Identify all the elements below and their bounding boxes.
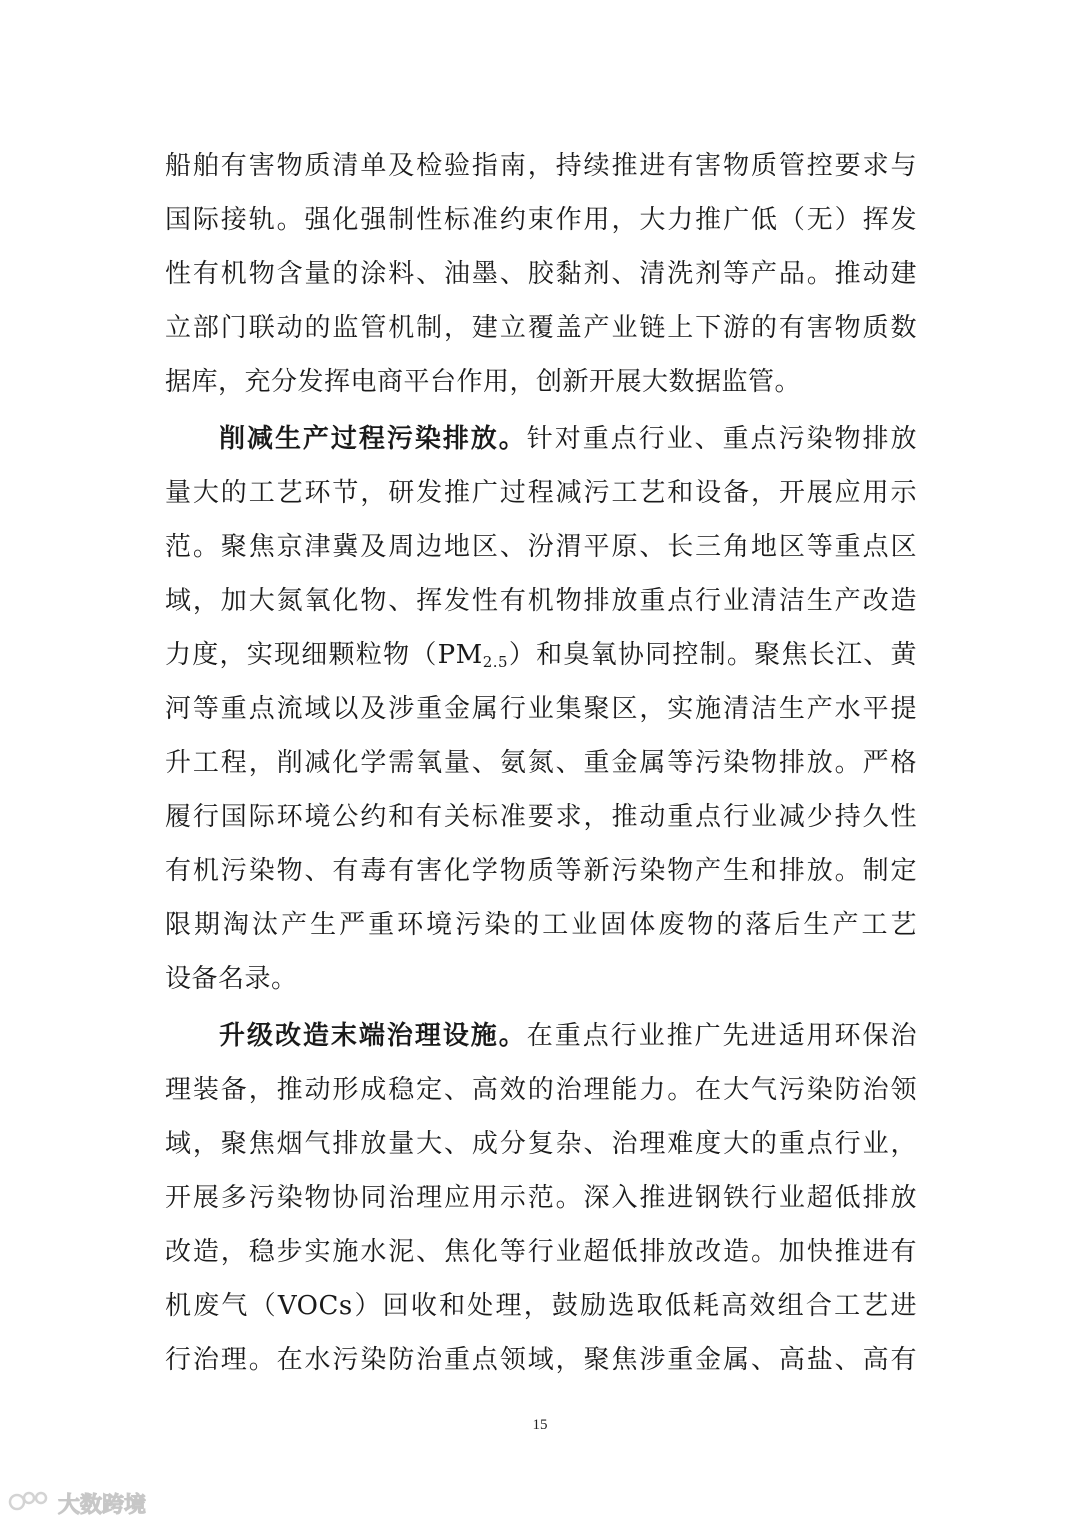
- paragraph-heading: 升级改造末端治理设施。: [219, 1021, 527, 1051]
- text-run: ）和臭氧协同控制。聚焦长江、黄: [508, 640, 917, 670]
- text-run: 针对重点行业、重点污染物排放: [526, 424, 917, 454]
- text-line: 据库，充分发挥电商平台作用，创新开展大数据监管。: [165, 367, 802, 397]
- watermark-text: 大数跨境: [58, 1492, 147, 1518]
- text-line: 范。聚焦京津冀及周边地区、汾渭平原、长三角地区等重点区: [165, 532, 917, 562]
- text-line: 设备名录。: [165, 964, 298, 994]
- text-line: 限期淘汰产生严重环境污染的工业固体废物的落后生产工艺: [165, 910, 917, 940]
- text-line: 机废气（VOCs）回收和处理，鼓励选取低耗高效组合工艺进: [165, 1291, 917, 1321]
- page-number: 15: [532, 1417, 548, 1433]
- paragraph-first-line: [219, 419, 917, 459]
- text-run: 力度，实现细颗粒物（PM: [165, 640, 483, 670]
- text-line: 立部门联动的监管机制，建立覆盖产业链上下游的有害物质数: [165, 313, 917, 343]
- watermark: [8, 1488, 146, 1518]
- text-line: 开展多污染物协同治理应用示范。深入推进钢铁行业超低排放: [165, 1183, 917, 1213]
- text-line: 有机污染物、有毒有害化学物质等新污染物产生和排放。制定: [165, 856, 917, 886]
- text-line: 性有机物含量的涂料、油墨、胶黏剂、清洗剂等产品。推动建: [165, 259, 917, 289]
- watermark-logo-icon: [8, 1488, 52, 1518]
- text-line: 河等重点流域以及涉重金属行业集聚区，实施清洁生产水平提: [165, 694, 917, 724]
- text-line: 量大的工艺环节，研发推广过程减污工艺和设备，开展应用示: [165, 478, 917, 508]
- paragraph-heading: 削减生产过程污染排放。: [219, 424, 527, 454]
- text-line: 履行国际环境公约和有关标准要求，推动重点行业减少持久性: [165, 802, 917, 832]
- text-line: 国际接轨。强化强制性标准约束作用，大力推广低（无）挥发: [165, 205, 917, 235]
- text-line: 域，加大氮氧化物、挥发性有机物排放重点行业清洁生产改造: [165, 586, 917, 616]
- text-line: 行治理。在水污染防治重点领域，聚焦涉重金属、高盐、高有: [165, 1345, 917, 1375]
- text-line: 船舶有害物质清单及检验指南，持续推进有害物质管控要求与: [165, 151, 917, 181]
- text-line: 升工程，削减化学需氧量、氨氮、重金属等污染物排放。严格: [165, 748, 917, 778]
- text-line: 域，聚焦烟气排放量大、成分复杂、治理难度大的重点行业，: [165, 1129, 917, 1159]
- text-run: 在重点行业推广先进适用环保治: [526, 1021, 917, 1051]
- text-line: 理装备，推动形成稳定、高效的治理能力。在大气污染防治领: [165, 1075, 917, 1105]
- subscript: 2.5: [482, 653, 509, 671]
- text-line: [165, 635, 917, 675]
- paragraph-first-line: [219, 1016, 917, 1056]
- text-line: 改造，稳步实施水泥、焦化等行业超低排放改造。加快推进有: [165, 1237, 917, 1267]
